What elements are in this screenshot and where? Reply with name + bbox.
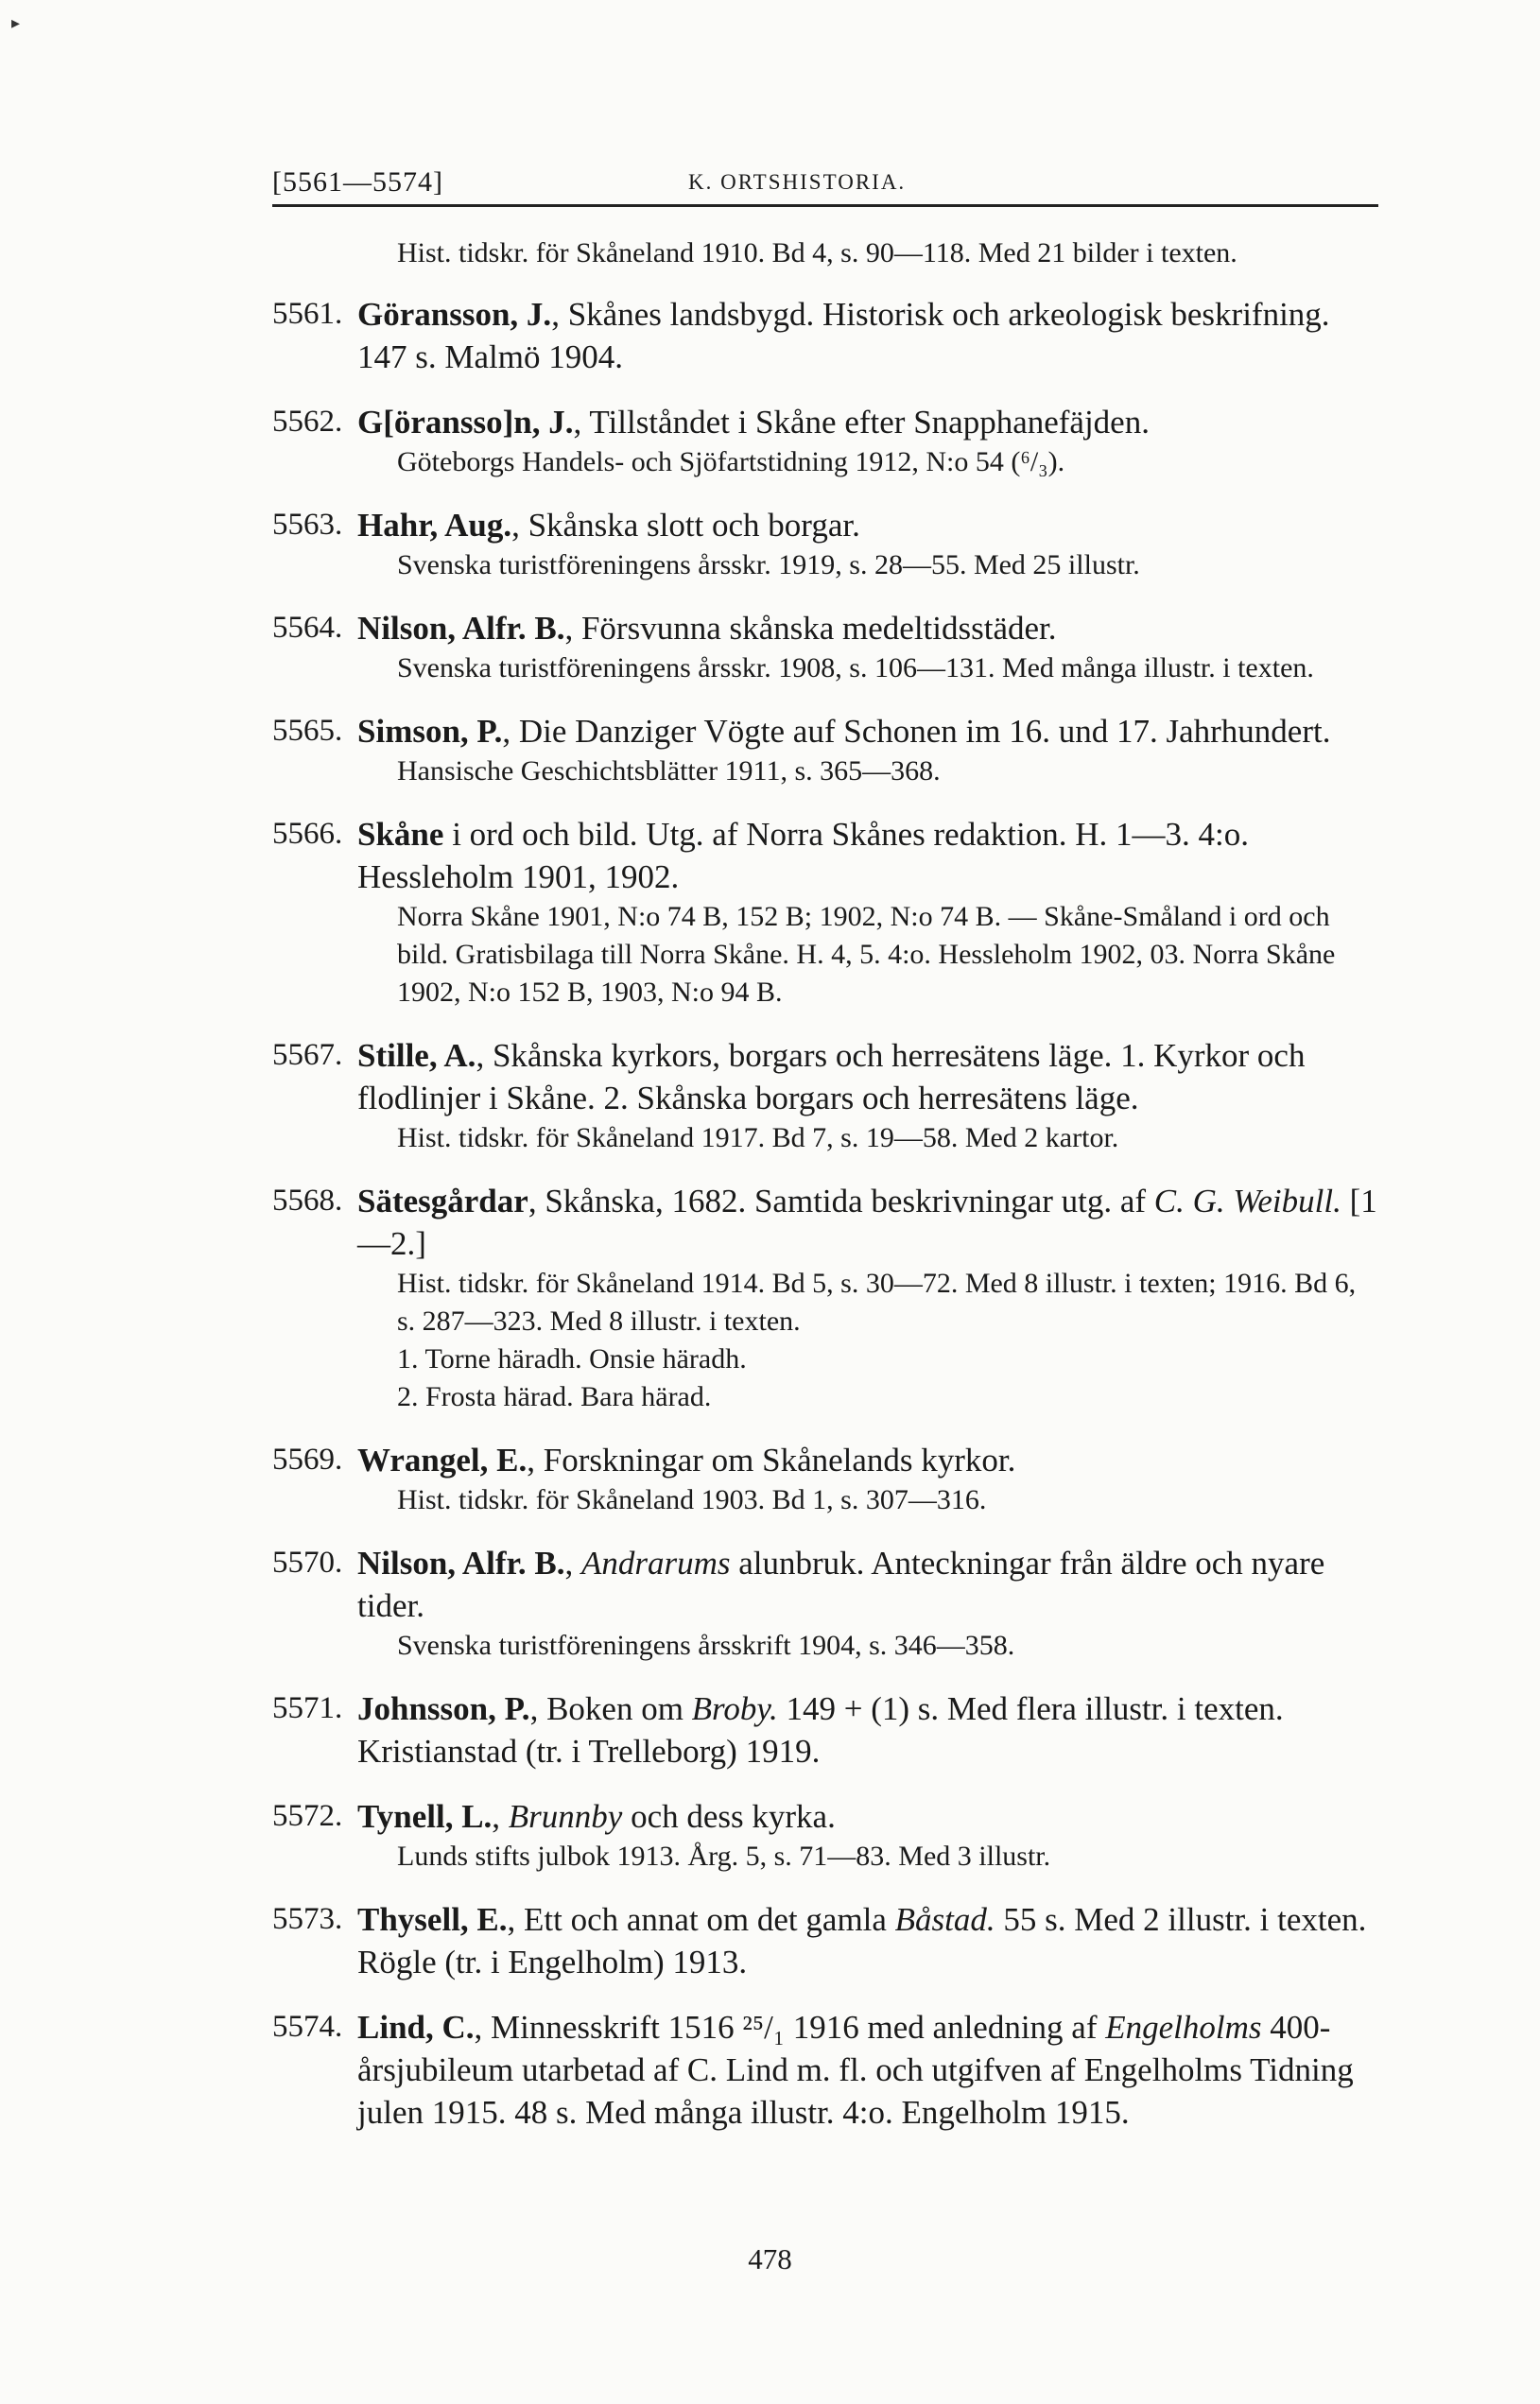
entry-source-note: Svenska turistföreningens årsskr. 1919, s. 28—55. Med 25 illustr. bbox=[397, 549, 1140, 580]
entry-italic-term: Engelholms bbox=[1105, 2009, 1262, 2046]
entry-number: 5569. bbox=[272, 1443, 343, 1477]
entry-author: G[öransso]n, J. bbox=[357, 404, 574, 441]
entry-author: Sätesgårdar bbox=[357, 1183, 528, 1219]
entry-author: Nilson, Alfr. B. bbox=[357, 1545, 565, 1582]
bibliography-entry bbox=[272, 2006, 1378, 2134]
section-title: K. ORTSHISTORIA. bbox=[688, 170, 907, 194]
entry-number: 5562. bbox=[272, 405, 343, 439]
entry-author: Lind, C. bbox=[357, 2009, 475, 2046]
bibliography-entry bbox=[272, 504, 1378, 584]
entry-source-note: Norra Skåne 1901, N:o 74 B, 152 B; 1902, N:o 74 B. — Skåne-Småland i ord och bild. Gratisbilaga till Norra Skåne. H. 4, 5. 4:o. Hessleholm 1902, 03. Norra Skåne 1902, N:o 152 B, 1903, N:o 94 B. bbox=[397, 901, 1336, 1008]
entry-title-line bbox=[357, 504, 1378, 546]
entry-number: 5561. bbox=[272, 297, 343, 331]
entry-number: 5564. bbox=[272, 611, 343, 645]
entry-range: [5561—5574] bbox=[272, 166, 443, 198]
entry-title: , bbox=[564, 1545, 581, 1582]
bibliography-entry bbox=[272, 1439, 1378, 1519]
entries bbox=[272, 293, 1378, 2134]
entry-number: 5563. bbox=[272, 508, 343, 542]
entry-title: i ord och bild. Utg. af Norra Skånes redaktion. H. 1—3. 4:o. Hessleholm 1901, 1902. bbox=[357, 816, 1249, 895]
entry-author: Skåne bbox=[357, 816, 444, 853]
entry-title-line bbox=[357, 293, 1378, 378]
entry-italic-term: C. G. Weibull. bbox=[1153, 1183, 1341, 1219]
entry-author: Wrangel, E. bbox=[357, 1442, 528, 1479]
entry-italic-term: Brunnby bbox=[508, 1798, 623, 1835]
bibliography-entry bbox=[272, 1542, 1378, 1665]
entry-body bbox=[357, 607, 1378, 687]
entry-number: 5567. bbox=[272, 1038, 343, 1072]
bibliography-entry bbox=[272, 710, 1378, 790]
entry-title-line bbox=[357, 2006, 1378, 2134]
entry-italic-term: Broby. bbox=[691, 1690, 778, 1727]
entry-title-cont: 149 + (1) s. Med flera illustr. i texten. Kristianstad (tr. i Trelleborg) 1919. bbox=[357, 1690, 1284, 1770]
entry-author: Tynell, L. bbox=[357, 1798, 493, 1835]
continuation-text: Hist. tidskr. för Skåneland 1910. Bd 4, s. 90—118. Med 21 bilder i texten. bbox=[397, 237, 1237, 268]
entry-body bbox=[357, 1034, 1378, 1157]
page-header bbox=[272, 166, 1378, 207]
entry-author: Göransson, J. bbox=[357, 296, 552, 333]
entry-body bbox=[357, 1898, 1378, 1983]
bibliography-entry bbox=[272, 1180, 1378, 1416]
bibliography-entry bbox=[272, 813, 1378, 1012]
entry-title: , Skånska, 1682. Samtida beskrivningar utg. af bbox=[528, 1183, 1154, 1219]
entry-number: 5570. bbox=[272, 1546, 343, 1580]
entry-body bbox=[357, 1542, 1378, 1665]
entry-title: , Försvunna skånska medeltidsstäder. bbox=[564, 610, 1057, 647]
entry-title: , bbox=[492, 1798, 509, 1835]
corner-mark: ▸ bbox=[11, 13, 21, 32]
entry-body bbox=[357, 1439, 1378, 1519]
entry-title-line bbox=[357, 1439, 1378, 1481]
entry-source-note: Lunds stifts julbok 1913. Årg. 5, s. 71—83. Med 3 illustr. bbox=[397, 1841, 1051, 1872]
entry-title-line bbox=[357, 401, 1378, 443]
entry-title: , Skånska slott och borgar. bbox=[511, 507, 860, 544]
entry-number: 5565. bbox=[272, 714, 343, 748]
entry-title-line bbox=[357, 607, 1378, 649]
entry-source-note: Hansische Geschichtsblätter 1911, s. 365—368. bbox=[397, 755, 941, 787]
entry-number: 5568. bbox=[272, 1184, 343, 1218]
entry-author: Thysell, E. bbox=[357, 1901, 508, 1938]
entry-body bbox=[357, 401, 1378, 481]
bibliography-entry bbox=[272, 607, 1378, 687]
entry-body bbox=[357, 710, 1378, 790]
entry-body bbox=[357, 1180, 1378, 1416]
entry-author: Nilson, Alfr. B. bbox=[357, 610, 565, 647]
entry-body bbox=[357, 813, 1378, 1012]
entry-title-cont: och dess kyrka. bbox=[622, 1798, 836, 1835]
entry-title-line bbox=[357, 1898, 1378, 1983]
bibliography-entry bbox=[272, 401, 1378, 481]
entry-author: Stille, A. bbox=[357, 1037, 476, 1074]
entry-title: , Minnesskrift 1516 ²⁵/₁ 1916 med anledning af bbox=[474, 2009, 1106, 2046]
entry-title-line bbox=[357, 813, 1378, 898]
entry-italic-term: Andrarums bbox=[580, 1545, 731, 1582]
entry-title-cont: alunbruk. Anteckningar från äldre och nyare tider. bbox=[357, 1545, 1325, 1624]
entry-title: , Skånes landsbygd. Historisk och arkeologisk beskrifning. 147 s. Malmö 1904. bbox=[357, 296, 1330, 375]
bibliography-entry bbox=[272, 1898, 1378, 1983]
entry-author: Hahr, Aug. bbox=[357, 507, 512, 544]
entry-title: , Ett och annat om det gamla bbox=[507, 1901, 895, 1938]
entry-title-line bbox=[357, 1034, 1378, 1119]
bibliography-entry bbox=[272, 1687, 1378, 1773]
entry-source-note: 1. Torne häradh. Onsie häradh. bbox=[397, 1343, 747, 1375]
entry-source-note: Hist. tidskr. för Skåneland 1914. Bd 5, s. 30—72. Med 8 illustr. i texten; 1916. Bd 6, s. 287—323. Med 8 illustr. i texten. bbox=[397, 1268, 1357, 1337]
entry-source-note: Göteborgs Handels- och Sjöfartstidning 1912, N:o 54 (⁶/₃). bbox=[397, 446, 1065, 477]
entry-source-note: Hist. tidskr. för Skåneland 1903. Bd 1, s. 307—316. bbox=[397, 1484, 987, 1515]
entry-title: , Boken om bbox=[529, 1690, 692, 1727]
entry-title-line bbox=[357, 1542, 1378, 1627]
entry-body bbox=[357, 1687, 1378, 1773]
entry-title: , Forskningar om Skånelands kyrkor. bbox=[527, 1442, 1016, 1479]
entry-title: , Tillståndet i Skåne efter Snapphanefäjden. bbox=[573, 404, 1150, 441]
entry-source-note: 2. Frosta härad. Bara härad. bbox=[397, 1381, 712, 1412]
entry-source-note: Hist. tidskr. för Skåneland 1917. Bd 7, s. 19—58. Med 2 kartor. bbox=[397, 1122, 1119, 1153]
entry-author: Simson, P. bbox=[357, 713, 503, 750]
entry-title-line bbox=[357, 710, 1378, 752]
entry-author: Johnsson, P. bbox=[357, 1690, 530, 1727]
entry-title-line bbox=[357, 1687, 1378, 1773]
entry-title-cont: 55 s. Med 2 illustr. i texten. Rögle (tr. i Engelholm) 1913. bbox=[357, 1901, 1367, 1980]
entry-body bbox=[357, 293, 1378, 378]
entry-title: , Die Danziger Vögte auf Schonen im 16. und 17. Jahrhundert. bbox=[502, 713, 1331, 750]
bibliography-entry bbox=[272, 1034, 1378, 1157]
entry-number: 5566. bbox=[272, 817, 343, 851]
entry-source-note: Svenska turistföreningens årsskrift 1904, s. 346—358. bbox=[397, 1630, 1015, 1661]
entry-title-line bbox=[357, 1795, 1378, 1838]
entry-title: , Skånska kyrkors, borgars och herresätens läge. 1. Kyrkor och flodlinjer i Skåne. 2. Skånska borgars och herresätens läge. bbox=[357, 1037, 1306, 1116]
bibliography-entry bbox=[272, 293, 1378, 378]
entry-body bbox=[357, 1795, 1378, 1876]
entry-title-line bbox=[357, 1180, 1378, 1265]
entry-body bbox=[357, 2006, 1378, 2134]
entry-italic-term: Båstad. bbox=[894, 1901, 995, 1938]
entry-title-cont: 400-årsjubileum utarbetad af C. Lind m. fl. och utgifven af Engelholms Tidning julen 1915. 48 s. Med många illustr. 4:o. Engelholm 1915. bbox=[357, 2009, 1354, 2131]
entry-number: 5571. bbox=[272, 1691, 343, 1725]
bibliography-list bbox=[272, 234, 1378, 2156]
page-number: 478 bbox=[748, 2242, 792, 2275]
entry-body bbox=[357, 504, 1378, 584]
entry-number: 5574. bbox=[272, 2010, 343, 2044]
bibliography-entry bbox=[272, 1795, 1378, 1876]
entry-source-note: Svenska turistföreningens årsskr. 1908, s. 106—131. Med många illustr. i texten. bbox=[397, 652, 1314, 683]
entry-number: 5572. bbox=[272, 1799, 343, 1833]
entry-title-cont: [1—2.] bbox=[357, 1183, 1377, 1262]
entry-number: 5573. bbox=[272, 1902, 343, 1936]
